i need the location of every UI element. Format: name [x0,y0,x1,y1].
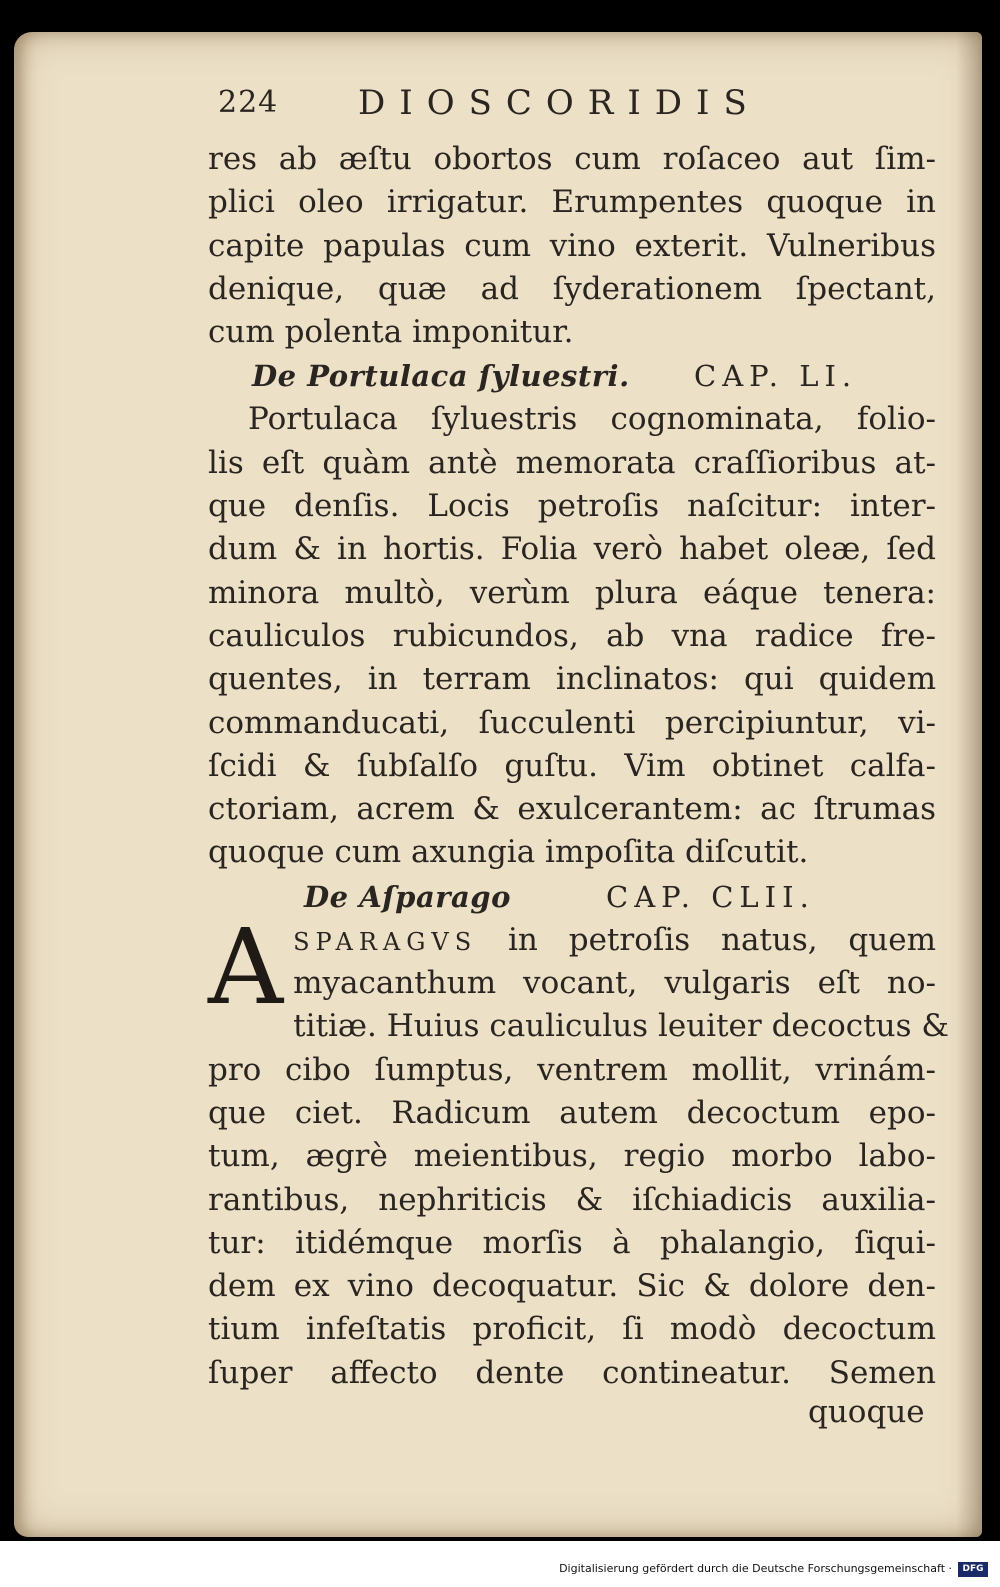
text-line: commanducati, ſucculenti percipiuntur, vi- [208,704,936,741]
text-line: dem ex vino decoquatur. Sic & dolore den- [208,1268,936,1305]
text-line: tum, ægrè meientibus, regio morbo labo- [208,1138,936,1175]
funding-credit: Digitalisierung gefördert durch die Deutsche Forschungsgemeinschaft · [559,1562,952,1575]
text-line: quentes, in terram inclinatos: qui quidem [208,661,936,698]
page-number: 224 [218,85,279,120]
paragraph-1 [208,138,936,354]
text-line: pro cibo ſumptus, ventrem mollit, vrinám- [208,1051,936,1088]
text-line: lis eſt quàm antè memorata craſſioribus at- [208,444,936,481]
text-line: tur: itidémque morſis à phalangio, ſiqui- [208,1224,936,1261]
text-line: res ab æſtu obortos cum roſaceo aut ſim- [208,141,936,177]
small-caps-word: SPARAGVS [293,927,478,956]
chapter-number: CAP. LI. [694,359,858,394]
chapter-title: De Portulaca ſyluestri. [252,359,630,394]
text-line [208,919,936,962]
running-head [208,78,936,128]
text-fragment: in petroſis natus, quem [508,921,936,958]
text-line: cauliculos rubicundos, ab vna radice fre- [208,617,936,654]
text-line: Portulaca ſyluestris cognominata, folio- [248,401,936,438]
text-line: ſuper affecto dente contineatur. Semen [208,1354,936,1391]
drop-cap-initial: A [208,905,284,1028]
text-line: titiæ. Huius cauliculus leuiter decoctus & [293,1008,949,1045]
text-line: denique, quæ ad ſyderationem ſpectant, [208,270,936,307]
text-line: tium infeſtatis proficit, ſi modò decoctum [208,1311,936,1348]
text-line: ctoriam, acrem & exulcerantem: ac ſtrumas [208,791,936,828]
digitization-footer [0,1541,1000,1587]
chapter-heading-152 [208,875,936,919]
paragraph-2 [208,398,936,874]
catchword: quoque [808,1394,925,1430]
chapter-heading-151 [208,354,936,398]
chapter-title: De Aſparago [304,879,511,914]
running-title: DIOSCORIDIS [358,83,761,123]
text-line: myacanthum vocant, vulgaris eſt no- [293,965,936,1002]
text-line: ſcidi & ſubſalſo guſtu. Vim obtinet calfa- [208,747,936,784]
dfg-logo: DFG [958,1562,988,1577]
text-line: cum polenta imponitur. [208,314,574,351]
text-line: que ciet. Radicum autem decoctum epo- [208,1094,936,1131]
paragraph-3 [208,905,949,1395]
text-line: que denſis. Locis petroſis naſcitur: inter- [208,488,936,525]
text-block [208,138,949,1395]
text-line: plici oleo irrigatur. Erumpentes quoque in [208,184,936,221]
text-line: quoque cum axungia impoſita diſcutit. [208,834,809,871]
text-line: capite papulas cum vino exterit. Vulneribus [208,227,936,264]
text-line: rantibus, nephriticis & iſchiadicis auxilia- [208,1181,936,1218]
text-line: minora multò, verùm plura eáque tenera: [208,574,936,611]
chapter-number: CAP. CLII. [606,879,815,914]
text-line: dum & in hortis. Folia verò habet oleæ, ſed [208,531,936,568]
